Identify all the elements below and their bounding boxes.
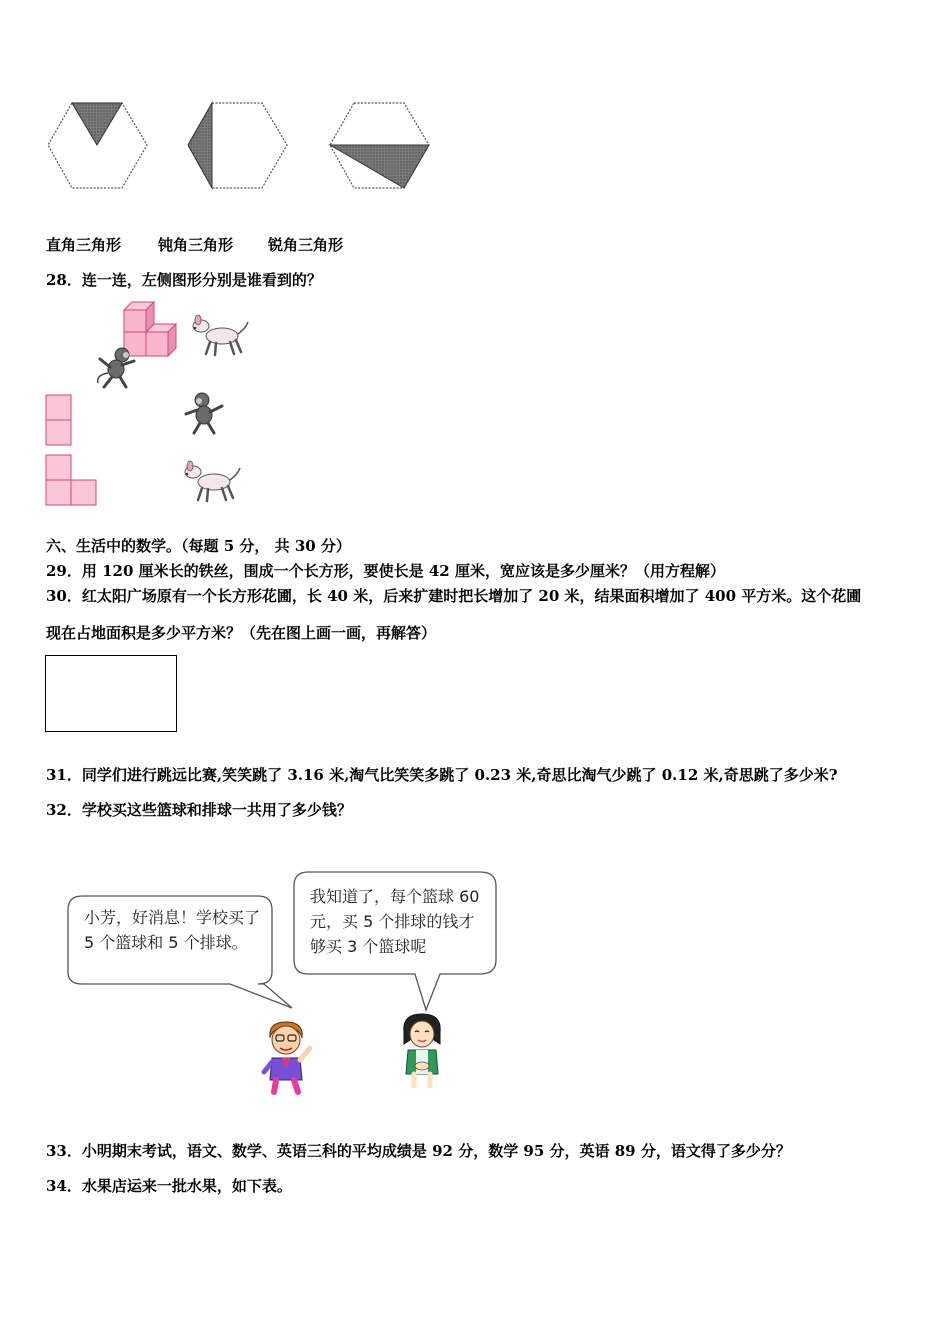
bubble-right-line2: 元，买 5 个排球的钱才 <box>310 912 475 931</box>
dog-icon <box>188 312 250 358</box>
view-vertical-two-squares <box>44 393 74 447</box>
label-right-triangle: 直角三角形 <box>46 236 122 254</box>
question-34: 34．水果店运来一批水果，如下表。 <box>46 1177 292 1195</box>
boy-icon <box>258 1018 316 1096</box>
girl-icon <box>396 1010 448 1090</box>
question-30-line1: 30．红太阳广场原有一个长方形花圃，长 40 米，后来扩建时把长增加了 20 米，结果面积增加了 400 平方米。这个花圃 <box>46 587 862 605</box>
section-6-heading: 六、生活中的数学。（每题 5 分， 共 30 分） <box>46 537 351 555</box>
bubble-right-line3: 够买 3 个篮球呢 <box>310 937 427 956</box>
hexagon-obtuse-triangle <box>188 103 287 188</box>
question-29: 29．用 120 厘米长的铁丝，围成一个长方形，要使长是 42 厘米，宽应该是多少厘米？（用方程解） <box>46 562 725 580</box>
question-31: 31．同学们进行跳远比赛,笑笑跳了 3.16 米,淘气比笑笑多跳了 0.23 米,奇思比淘气少跳了 0.12 米,奇思跳了多少米? <box>46 766 838 784</box>
hexagon-figures <box>40 95 440 200</box>
question-33: 33．小明期末考试，语文、数学、英语三科的平均成绩是 92 分，数学 95 分，英语 89 分，语文得了多少分？ <box>46 1142 791 1160</box>
label-acute-triangle: 锐角三角形 <box>268 236 344 254</box>
question-32: 32．学校买这些篮球和排球一共用了多少钱？ <box>46 801 352 819</box>
hexagon-right-triangle <box>48 103 147 188</box>
bubble-right-line1: 我知道了，每个篮球 60 <box>310 887 480 906</box>
garden-rectangle <box>45 655 177 732</box>
view-l-shape <box>44 453 100 507</box>
question-28: 28．连一连，左侧图形分别是谁看到的？ <box>46 271 322 289</box>
label-obtuse-triangle: 钝角三角形 <box>158 236 234 254</box>
monkey-icon-2 <box>180 390 228 436</box>
hexagon-acute-triangle <box>330 103 429 188</box>
bubble-left-line1: 小芳，好消息！学校买了 <box>84 908 261 927</box>
monkey-icon <box>92 345 138 389</box>
bubble-left-line2: 5 个篮球和 5 个排球。 <box>84 933 248 952</box>
question-30-line2: 现在占地面积是多少平方米？（先在图上画一画，再解答） <box>46 624 437 642</box>
dog-icon-2 <box>180 458 242 504</box>
